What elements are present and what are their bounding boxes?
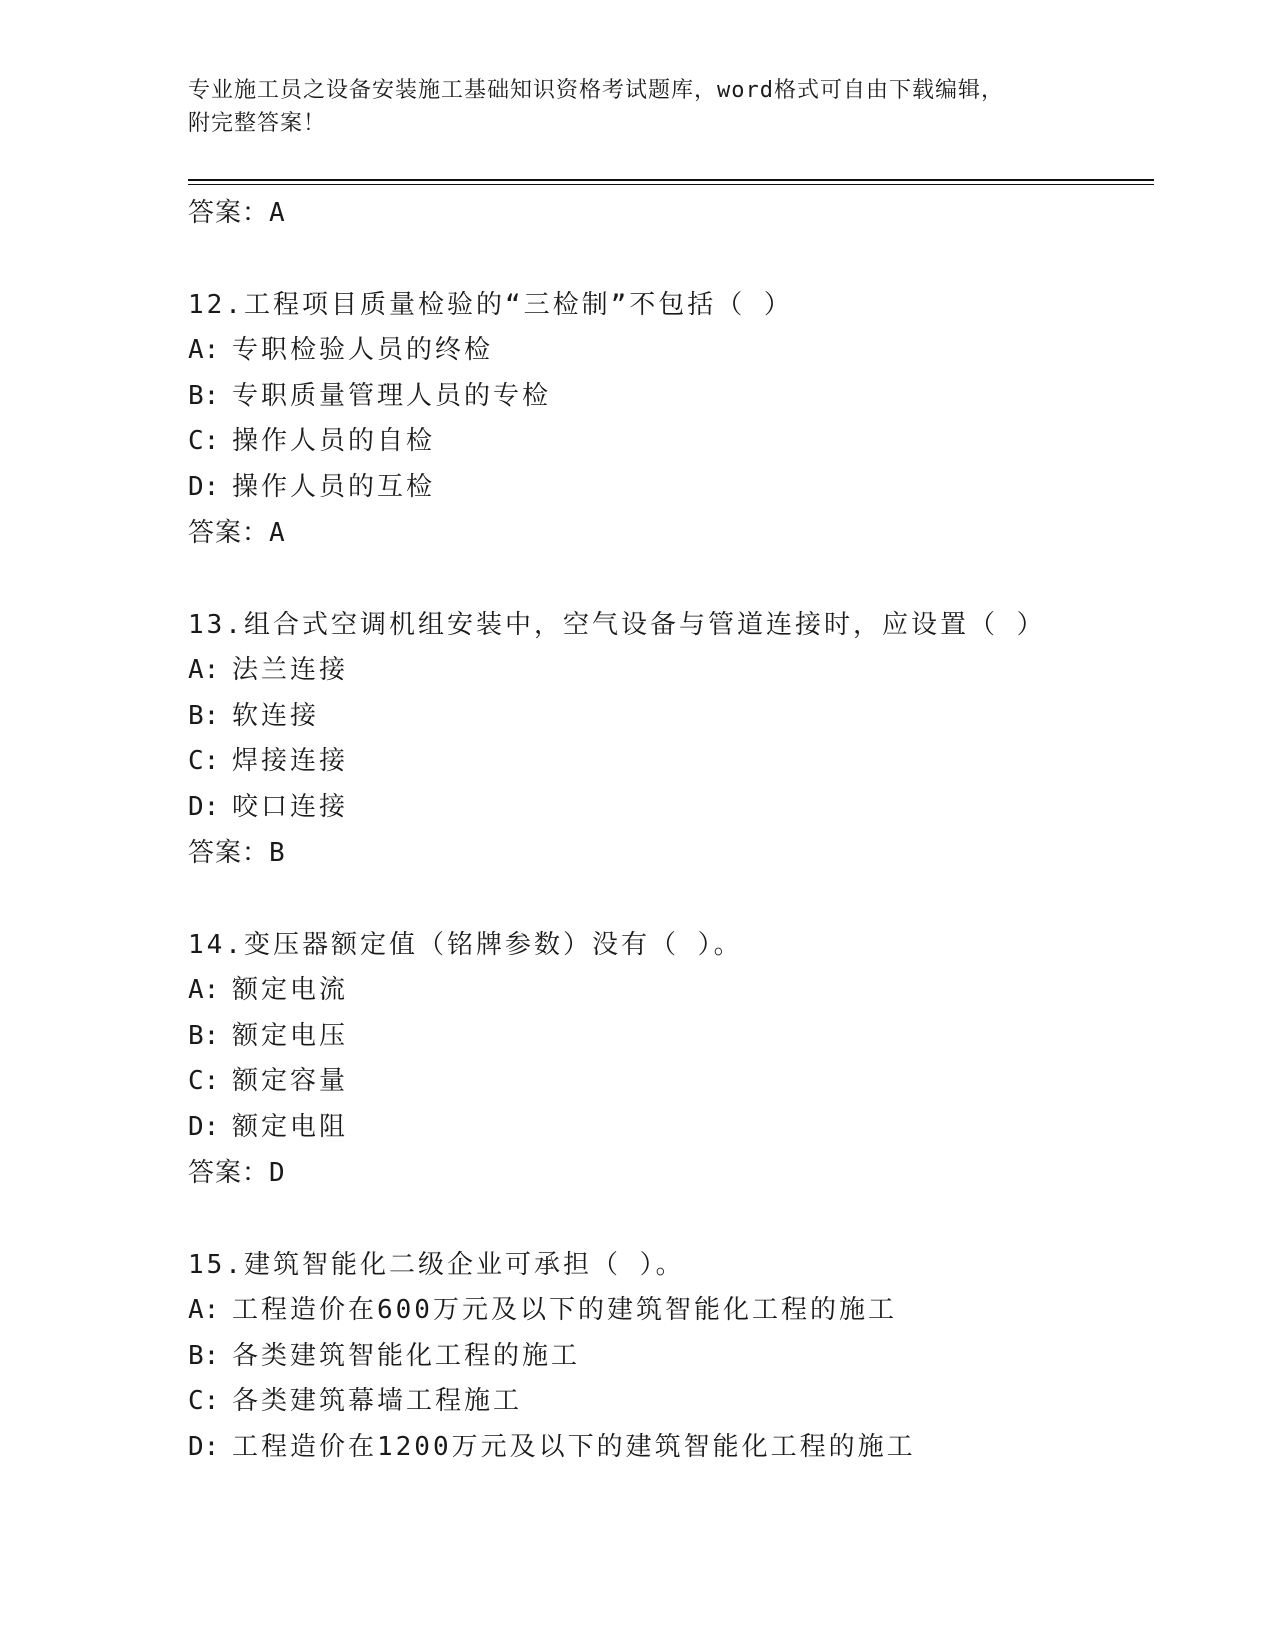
option-text: 各类建筑幕墙工程施工 — [232, 1386, 523, 1416]
option-c — [188, 739, 1154, 785]
option-key: C: — [188, 426, 220, 456]
option-key: A: — [188, 655, 220, 685]
option-a — [188, 1288, 1154, 1334]
option-text: 专职质量管理人员的专检 — [232, 380, 552, 411]
option-b — [188, 1334, 1154, 1380]
option-c — [188, 1379, 1154, 1425]
spacer — [188, 556, 1154, 602]
question-text: 14.变压器额定值（铭牌参数）没有（ ）。 — [188, 930, 743, 960]
option-b — [188, 694, 1154, 740]
option-text: 工程造价在600万元及以下的建筑智能化工程的施工 — [232, 1295, 897, 1325]
option-b — [188, 374, 1154, 420]
answer-line: 答案：D — [188, 1158, 286, 1188]
option-text: 额定容量 — [232, 1066, 349, 1096]
option-key: C: — [188, 746, 220, 776]
header-rule-thin — [188, 184, 1154, 185]
option-d — [188, 1425, 1154, 1471]
option-key: A: — [188, 335, 220, 365]
option-text: 额定电压 — [232, 1020, 349, 1051]
answer-line: 答案：A — [188, 518, 286, 548]
option-text: 法兰连接 — [232, 655, 349, 685]
question-12 — [188, 282, 1154, 556]
option-b — [188, 1014, 1154, 1060]
option-text: 额定电阻 — [232, 1111, 349, 1142]
option-key: D: — [188, 471, 220, 502]
option-text: 专职检验人员的终检 — [232, 335, 494, 365]
question-text: 13.组合式空调机组安装中，空气设备与管道连接时，应设置（ ） — [188, 610, 1046, 640]
spacer — [188, 1196, 1154, 1242]
option-text: 工程造价在1200万元及以下的建筑智能化工程的施工 — [232, 1431, 916, 1462]
option-d — [188, 785, 1154, 831]
option-key: B: — [188, 380, 220, 411]
header-line-2: 附完整答案！ — [188, 111, 327, 136]
option-a — [188, 648, 1154, 694]
option-key: D: — [188, 791, 220, 822]
option-text: 软连接 — [232, 700, 320, 731]
option-a — [188, 968, 1154, 1014]
option-key: D: — [188, 1431, 220, 1462]
option-text: 额定电流 — [232, 975, 349, 1005]
question-14 — [188, 922, 1154, 1196]
option-key: B: — [188, 700, 220, 731]
answer-line: 答案：B — [188, 838, 286, 868]
question-text: 15.建筑智能化二级企业可承担（ ）。 — [188, 1250, 685, 1280]
option-key: B: — [188, 1340, 220, 1371]
question-list — [188, 190, 1154, 1470]
option-a — [188, 328, 1154, 374]
spacer — [188, 876, 1154, 922]
option-key: B: — [188, 1020, 220, 1051]
option-key: A: — [188, 1295, 220, 1325]
option-key: C: — [188, 1066, 220, 1096]
previous-answer: 答案：A — [188, 198, 286, 228]
question-text: 12.工程项目质量检验的“三检制”不包括（ ） — [188, 290, 793, 320]
option-text: 操作人员的互检 — [232, 471, 436, 502]
header-rule-thick — [188, 179, 1154, 181]
option-c — [188, 419, 1154, 465]
question-13 — [188, 602, 1154, 876]
option-key: D: — [188, 1111, 220, 1142]
header-line-1: 专业施工员之设备安装施工基础知识资格考试题库，word格式可自由下载编辑， — [188, 78, 1004, 103]
question-15 — [188, 1242, 1154, 1470]
option-text: 焊接连接 — [232, 746, 349, 776]
option-key: A: — [188, 975, 220, 1005]
option-text: 咬口连接 — [232, 791, 349, 822]
option-c — [188, 1059, 1154, 1105]
spacer — [188, 236, 1154, 282]
option-d — [188, 465, 1154, 511]
option-text: 操作人员的自检 — [232, 426, 436, 456]
document-header — [188, 74, 1088, 140]
option-text: 各类建筑智能化工程的施工 — [232, 1340, 581, 1371]
option-key: C: — [188, 1386, 220, 1416]
option-d — [188, 1105, 1154, 1151]
